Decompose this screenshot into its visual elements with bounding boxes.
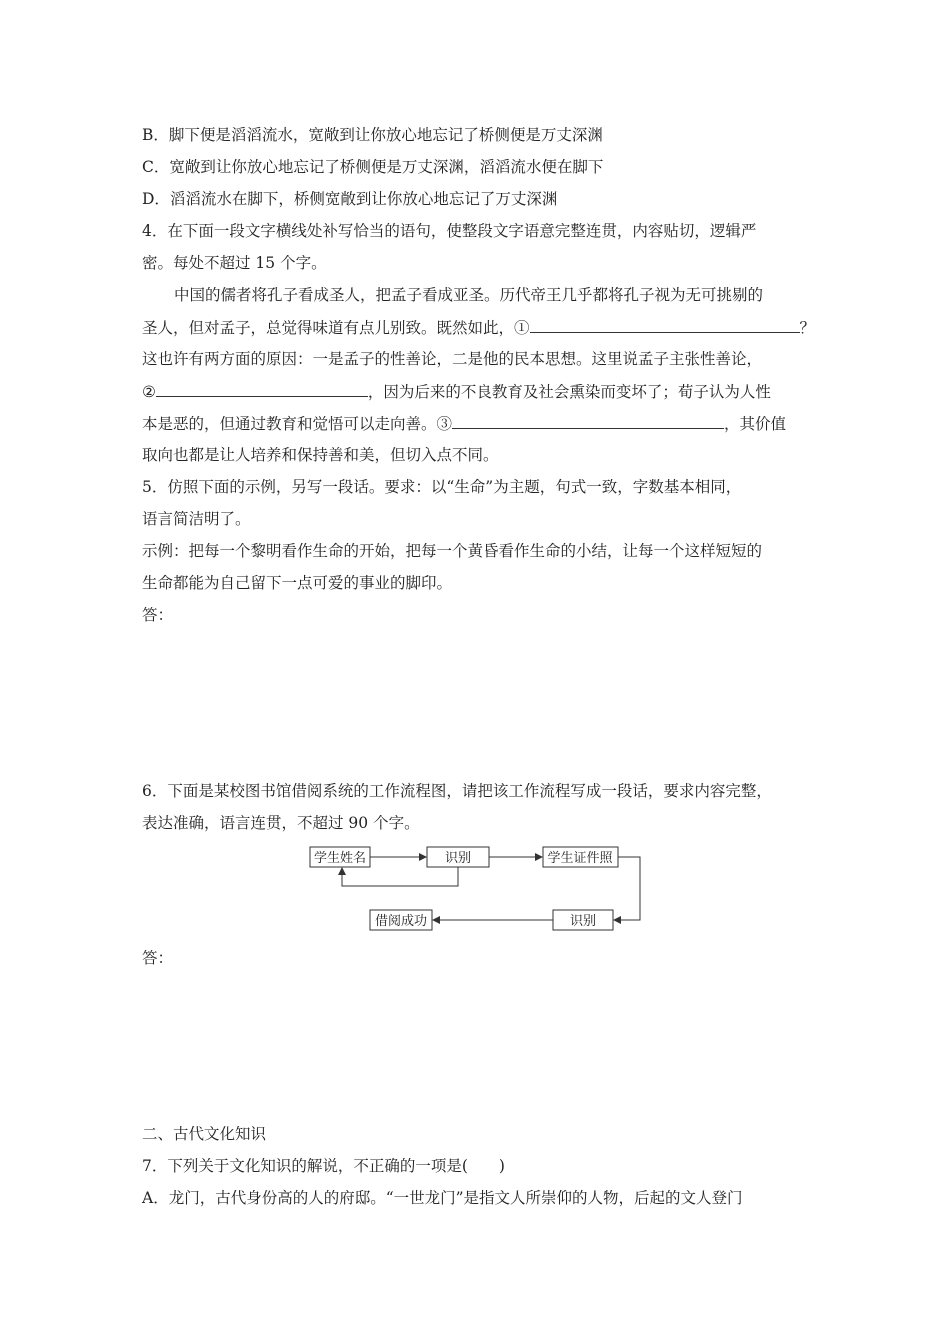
answer-blank-2[interactable] (156, 381, 368, 397)
node-label: 识别 (569, 914, 597, 929)
passage-line-2 (142, 317, 815, 338)
passage-line-6: 取向也都是让人培养和保持善和美，但切入点不同。 (142, 446, 499, 464)
option-b: B．脚下便是滔滔流水，宽敞到让你放心地忘记了桥侧便是万丈深渊 (142, 126, 603, 144)
passage-line-4 (142, 381, 771, 402)
node-label: 借阅成功 (374, 914, 428, 929)
node-label: 识别 (444, 851, 472, 866)
option-d: D．滔滔流水在脚下，桥侧宽敞到让你放心地忘记了万丈深渊 (142, 190, 558, 208)
passage-text: 本是恶的，但通过教育和觉悟可以走向善。③ (142, 415, 453, 433)
question-5-line-2: 语言简洁明了。 (142, 510, 251, 528)
passage-text: ，其价值 (724, 415, 787, 433)
passage-text: ？ (799, 319, 816, 337)
node-label: 学生姓名 (313, 851, 367, 866)
passage-line-1: 中国的儒者将孔子看成圣人，把孟子看成亚圣。历代帝王几乎都将孔子视为无可挑剔的 (174, 286, 764, 304)
example-line-2: 生命都能为自己留下一点可爱的事业的脚印。 (142, 574, 453, 592)
question-6-line-2: 表达准确，语言连贯，不超过 90 个字。 (142, 814, 420, 832)
passage-text: ，因为后来的不良教育及社会熏染而变坏了；荀子认为人性 (367, 383, 771, 401)
question-4-line-2: 密。每处不超过 15 个字。 (142, 254, 327, 272)
example-line-1: 示例：把每一个黎明看作生命的开始，把每一个黄昏看作生命的小结，让每一个这样短短的 (142, 542, 763, 560)
question-4-line-1: 4．在下面一段文字横线处补写恰当的语句，使整段文字语意完整连贯，内容贴切，逻辑严 (142, 222, 757, 240)
arrow-identify-back-to-name (342, 867, 458, 886)
answer-blank-1[interactable] (530, 317, 800, 333)
question-6-line-1: 6．下面是某校图书馆借阅系统的工作流程图，请把该工作流程写成一段话，要求内容完整， (142, 782, 772, 800)
question-7: 7．下列关于文化知识的解说，不正确的一项是( ) (142, 1157, 505, 1175)
option-a: A．龙门，古代身份高的人的府邸。“一世龙门”是指文人所崇仰的人物，后起的文人登门 (142, 1189, 743, 1207)
section-title: 二、古代文化知识 (142, 1125, 267, 1143)
answer-label-6: 答： (142, 949, 174, 967)
passage-line-3: 这也许有两方面的原因：一是孟子的性善论，二是他的民本思想。这里说孟子主张性善论， (142, 350, 763, 368)
question-5-line-1: 5．仿照下面的示例，另写一段话。要求：以“生命”为主题，句式一致，字数基本相同， (142, 478, 742, 496)
answer-label-5: 答： (142, 606, 174, 624)
passage-text: ② (142, 383, 156, 401)
passage-line-5 (142, 413, 786, 434)
option-c: C．宽敞到让你放心地忘记了桥侧便是万丈深渊，滔滔流水便在脚下 (142, 158, 604, 176)
flowchart (300, 838, 650, 938)
answer-blank-3[interactable] (452, 413, 724, 429)
node-label: 学生证件照 (547, 851, 613, 866)
passage-text: 圣人，但对孟子，总觉得味道有点儿别致。既然如此，① (142, 319, 530, 337)
